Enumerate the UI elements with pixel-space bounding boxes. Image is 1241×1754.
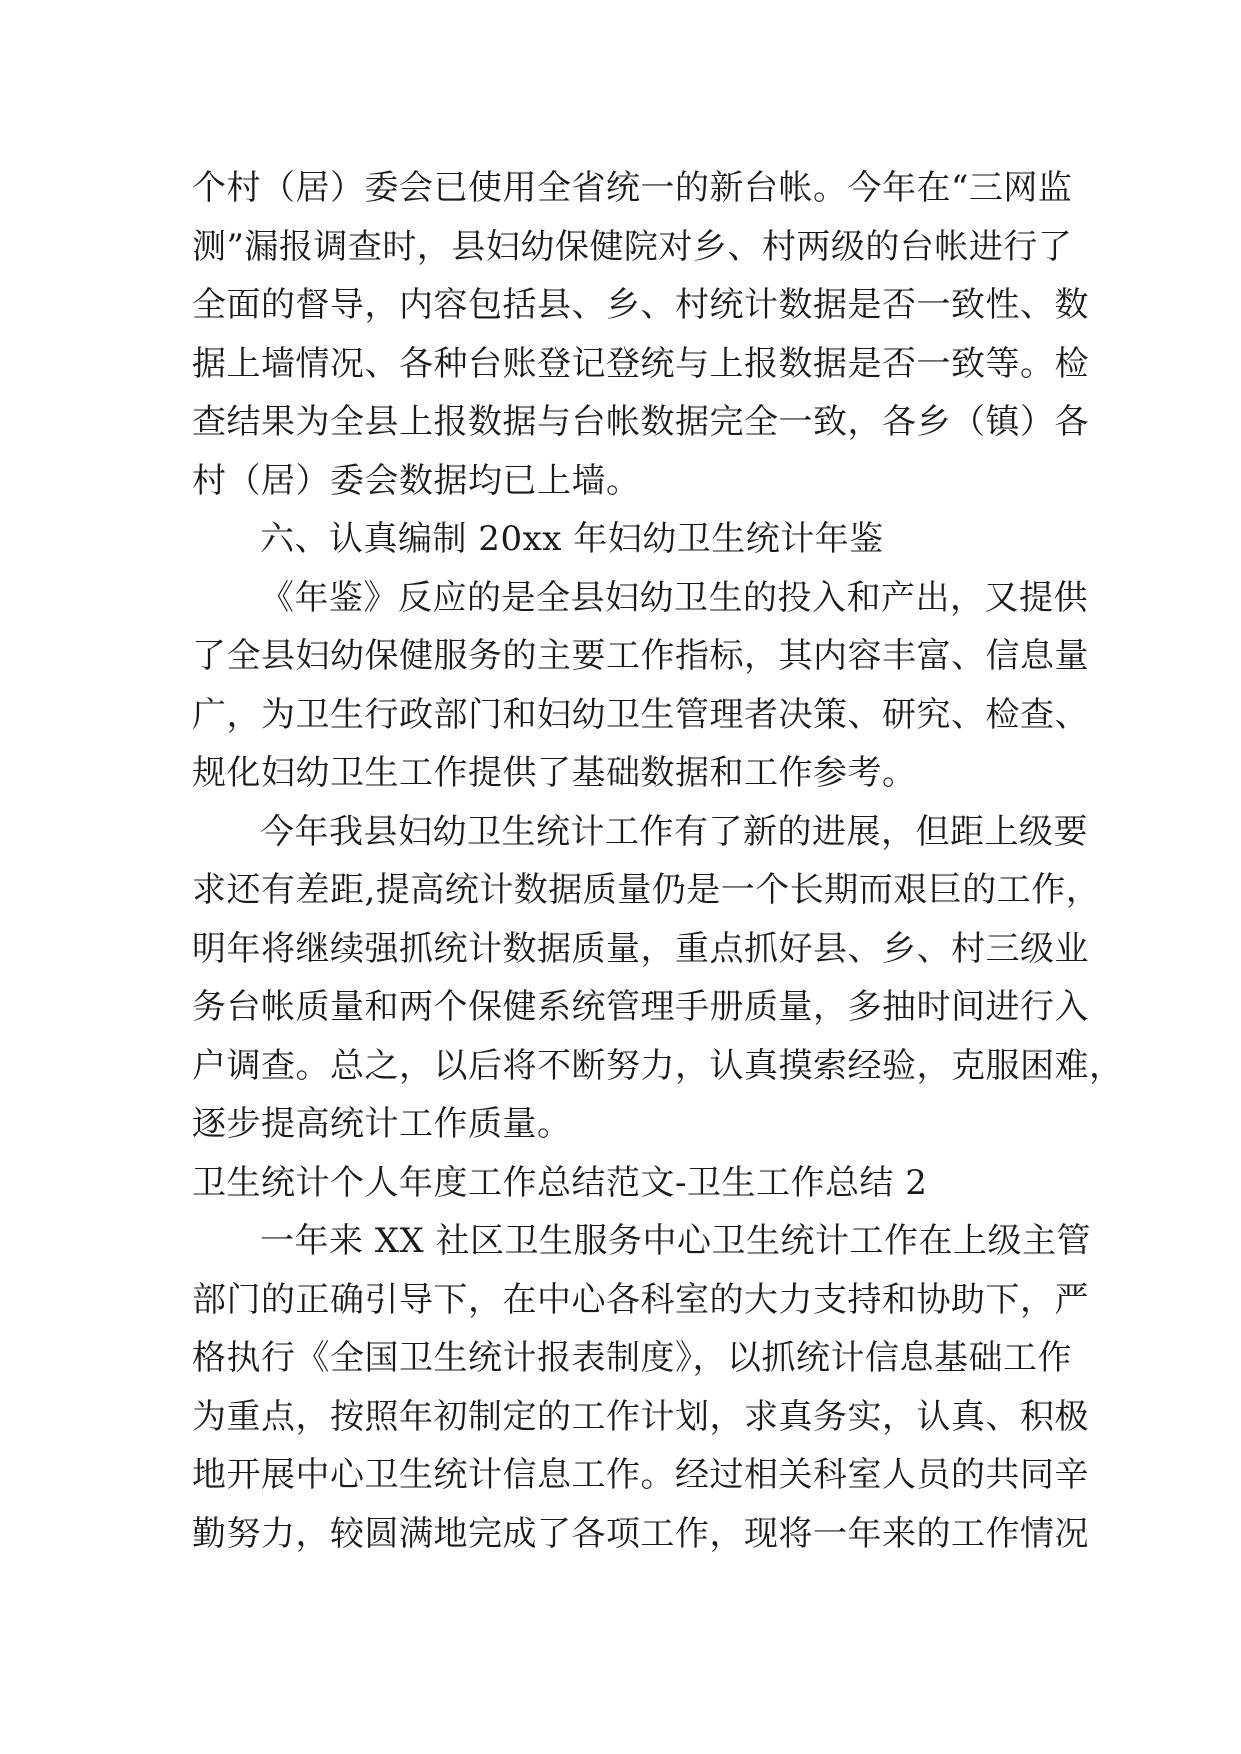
document-body	[192, 159, 1124, 1563]
text-line: 全面的督导，内容包括县、乡、村统计数据是否一致性、数	[192, 285, 1089, 325]
text-line: 务台帐质量和两个保健系统管理手册质量，多抽时间进行入	[192, 987, 1089, 1027]
text-line: 求还有差距,提高统计数据质量仍是一个长期而艰巨的工作，	[192, 870, 1101, 910]
text-line: 地开展中心卫生统计信息工作。经过相关科室人员的共同辛	[192, 1455, 1089, 1495]
text-line: 《年鉴》反应的是全县妇幼卫生的投入和产出，又提供	[260, 577, 1088, 618]
text-line: 逐步提高统计工作质量。	[192, 1104, 572, 1144]
text-line: 据上墙情况、各种台账登记登统与上报数据是否一致等。检	[192, 343, 1089, 384]
section-heading: 六、认真编制 20xx 年妇幼卫生统计年鉴	[260, 519, 884, 559]
text-line: 户调查。总之，以后将不断努力，认真摸索经验，克服困难，	[192, 1045, 1124, 1086]
text-line: 部门的正确引导下，在中心各科室的大力支持和协助下，严	[192, 1279, 1089, 1320]
document-title: 卫生统计个人年度工作总结范文-卫生工作总结 2	[192, 1162, 928, 1203]
text-line: 村（居）委会数据均已上墙。	[192, 460, 641, 501]
text-line: 测”漏报调查时，县妇幼保健院对乡、村两级的台帐进行了	[192, 226, 1073, 267]
text-line: 广，为卫生行政部门和妇幼卫生管理者决策、研究、检查、	[192, 694, 1089, 735]
text-line: 明年将继续强抓统计数据质量，重点抓好县、乡、村三级业	[192, 928, 1089, 969]
text-line: 今年我县妇幼卫生统计工作有了新的进展，但距上级要	[260, 811, 1088, 852]
text-line: 一年来 XX 社区卫生服务中心卫生统计工作在上级主管	[260, 1221, 1092, 1261]
text-line: 勤努力，较圆满地完成了各项工作，现将一年来的工作情况	[192, 1513, 1089, 1554]
text-line: 格执行《全国卫生统计报表制度》，以抓统计信息基础工作	[192, 1338, 1072, 1378]
text-line: 了全县妇幼保健服务的主要工作指标，其内容丰富、信息量	[192, 636, 1089, 676]
text-line: 为重点，按照年初制定的工作计划，求真务实，认真、积极	[192, 1396, 1089, 1437]
text-line: 查结果为全县上报数据与台帐数据完全一致，各乡（镇）各	[192, 402, 1089, 442]
text-line: 个村（居）委会已使用全省统一的新台帐。今年在“三网监	[192, 168, 1073, 208]
text-line: 规化妇幼卫生工作提供了基础数据和工作参考。	[192, 753, 917, 793]
